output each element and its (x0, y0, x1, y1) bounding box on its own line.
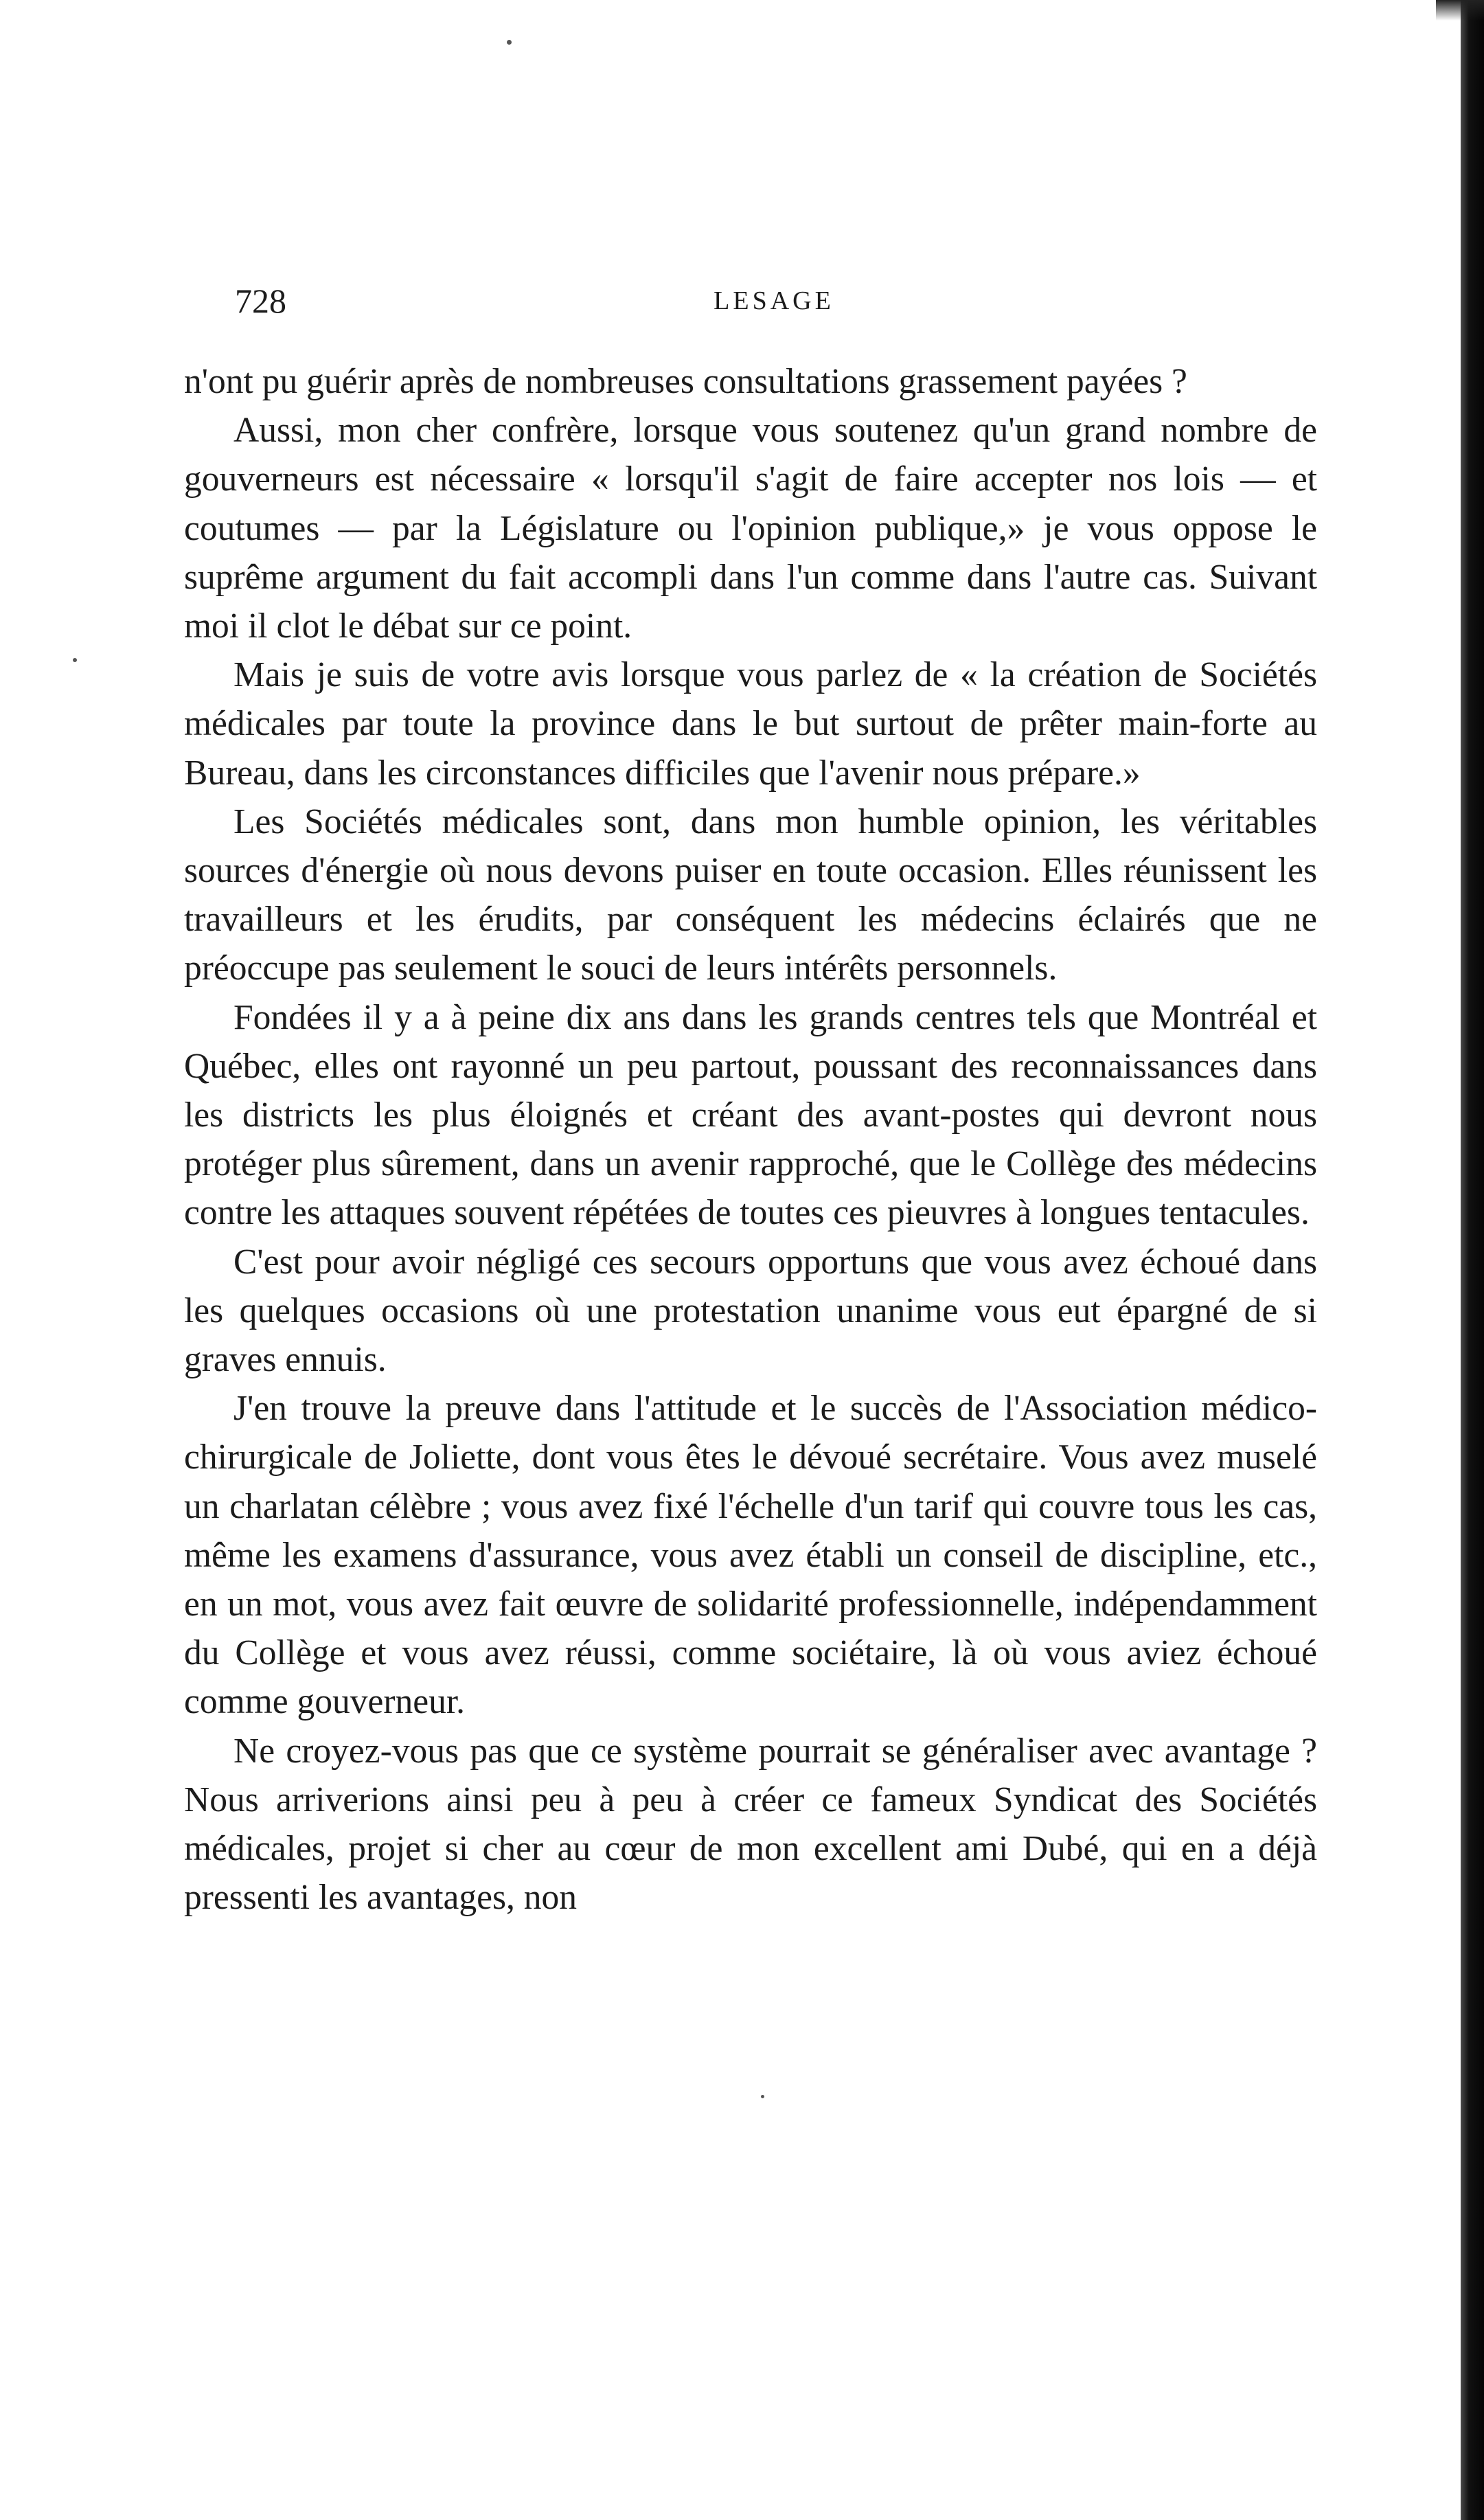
paragraph: Ne croyez-vous pas que ce système pourrait se généraliser avec avantage ? Nous arriverions ainsi peu à peu à créer ce fameux Syndicat des Sociétés médicales, projet si cher au cœur de mon excellent ami Dubé, qui en a déjà pressenti les avantages, non (184, 1731, 1317, 1918)
scan-speck (73, 658, 77, 662)
scan-speck (761, 2095, 764, 2098)
scan-speck (507, 40, 512, 45)
paragraph: C'est pour avoir négligé ces secours opportuns que vous avez échoué dans les quelques occasions où une protestation unanime vous eut épargné de si graves ennuis. (184, 1242, 1317, 1380)
paragraph: Mais je suis de votre avis lorsque vous parlez de « la création de Sociétés médicales par toute la province dans le but surtout de prêter main-forte au Bureau, dans les circonstances difficiles que l'avenir nous prépare.» (184, 655, 1317, 793)
paragraph: J'en trouve la preuve dans l'attitude et le succès de l'Association médico-chirurgicale de Joliette, dont vous êtes le dévoué secrétaire. Vous avez muselé un charlatan célèbre ; vous avez fixé l'échelle d'un tarif qui couvre tous les cas, même les examens d'assurance, vous avez établi un conseil de discipline, etc., en un mot, vous avez fait œuvre de solidarité professionnelle, indépendamment du Collège et vous avez réussi, comme sociétaire, là où vous aviez échoué comme gouverneur. (184, 1389, 1317, 1722)
scan-page-edge (1461, 0, 1484, 2520)
body-text (184, 357, 1317, 1922)
paragraph: Aussi, mon cher confrère, lorsque vous soutenez qu'un grand nombre de gouverneurs est nécessaire « lorsqu'il s'agit de faire accepter nos lois — et coutumes — par la Législature ou l'opinion publique,» je vous oppose le suprême argument du fait accompli dans l'un comme dans l'autre cas. Suivant moi il clot le débat sur ce point. (184, 411, 1317, 646)
scan-edge-mark (1436, 0, 1484, 21)
paragraph: Les Sociétés médicales sont, dans mon humble opinion, les véritables sources d'énergie où nous devons puiser en toute occasion. Elles réunissent les travailleurs et les érudits, par conséquent les médecins éclairés que ne préoccupe pas seulement le souci de leurs intérêts personnels. (184, 802, 1317, 988)
page-header (235, 273, 1313, 328)
paragraph: n'ont pu guérir après de nombreuses consultations grassement payées ? (184, 362, 1187, 401)
paragraph: Fondées il y a à peine dix ans dans les grands centres tels que Montréal et Québec, elles ont rayonné un peu partout, poussant des reconnaissances dans les districts les plus éloignés et créant des avant-postes qui devront nous protéger plus sûrement, dans un avenir rapproché, que le Collège des médecins contre les attaques souvent répétées de toutes ces pieuvres à longues tentacules. (184, 997, 1317, 1233)
page-number: 728 (235, 282, 286, 320)
running-head: LESAGE (714, 286, 834, 315)
